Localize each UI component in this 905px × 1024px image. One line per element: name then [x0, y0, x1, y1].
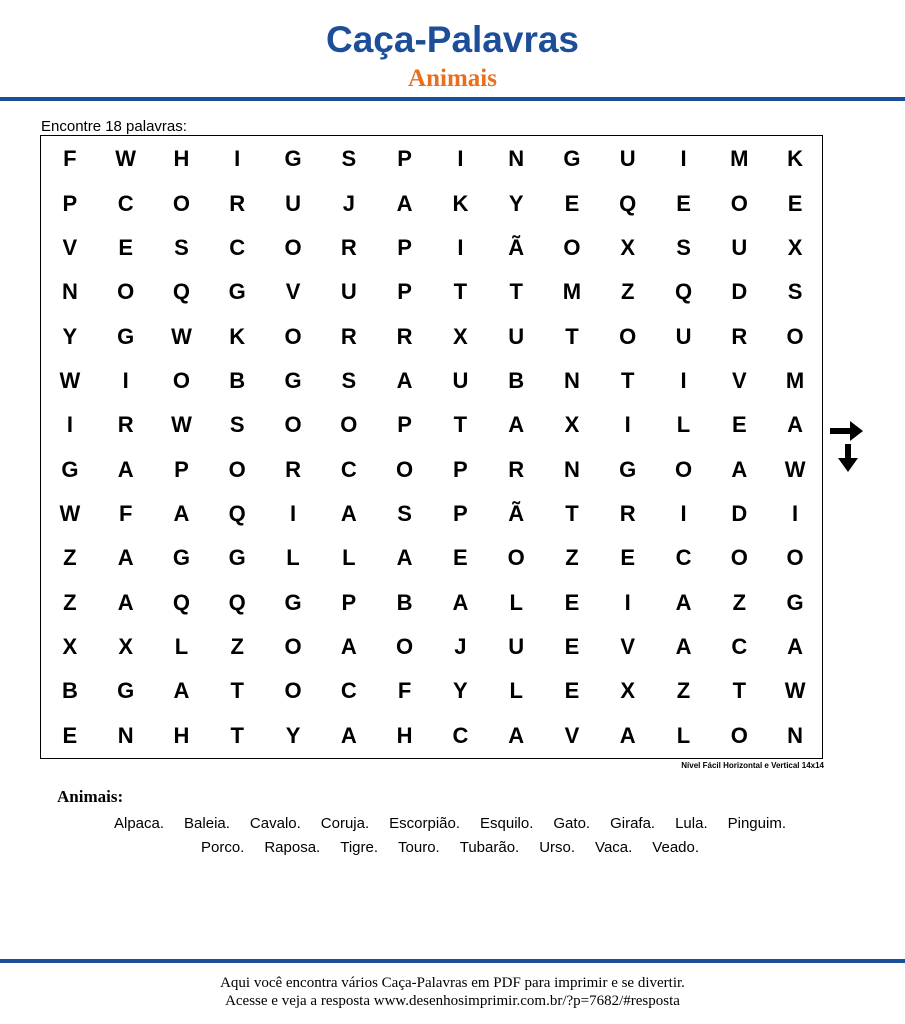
grid-cell[interactable]: O — [396, 634, 414, 660]
grid-cell[interactable]: Z — [565, 545, 579, 571]
grid-cell[interactable]: O — [284, 634, 302, 660]
grid-cell[interactable]: I — [457, 234, 464, 260]
grid-cell[interactable]: V — [620, 634, 636, 660]
grid-cell[interactable]: R — [396, 323, 413, 349]
grid-cell[interactable]: Z — [676, 678, 691, 704]
grid-cell[interactable]: O — [172, 367, 191, 393]
footer-line-2: Acesse e veja a resposta www.desenhosimprimir.com.br/?p=7682/#resposta — [225, 993, 680, 1009]
grid-cell[interactable]: T — [230, 678, 244, 704]
grid-cell[interactable]: Y — [453, 678, 468, 704]
grid-cell[interactable]: O — [563, 234, 581, 260]
grid-cell[interactable]: B — [229, 367, 246, 393]
grid-cell[interactable]: P — [453, 501, 468, 527]
word-item: Tubarão. — [459, 839, 520, 856]
grid-cell[interactable]: N — [508, 146, 525, 172]
grid-cell[interactable]: G — [61, 456, 79, 482]
grid-cell[interactable]: R — [340, 234, 357, 260]
grid-cell[interactable]: N — [564, 367, 580, 393]
grid-cell[interactable]: Q — [172, 279, 191, 305]
grid-cell[interactable]: V — [285, 279, 301, 305]
grid-cell[interactable]: G — [117, 678, 135, 704]
grid-cell[interactable]: I — [680, 146, 687, 172]
grid-cell[interactable]: I — [122, 367, 129, 393]
grid-cell[interactable]: G — [228, 279, 246, 305]
grid-cell[interactable]: E — [564, 589, 580, 615]
grid-cell[interactable]: O — [117, 279, 135, 305]
grid-cell[interactable]: I — [624, 412, 631, 438]
grid-cell[interactable]: M — [562, 279, 582, 305]
word-item: Alpaca. — [114, 815, 165, 832]
grid-cell[interactable]: R — [508, 456, 525, 482]
footer-line-1: Aqui você encontra vários Caça-Palavras em PDF para imprimir e se divertir. — [220, 975, 685, 991]
grid-cell[interactable]: O — [284, 234, 302, 260]
grid-cell[interactable]: X — [787, 234, 803, 260]
letter-grid — [42, 137, 823, 758]
grid-cell[interactable]: A — [508, 412, 525, 438]
grid-cell[interactable]: W — [59, 367, 81, 393]
word-item: Porco. — [200, 839, 245, 856]
grid-cell[interactable]: F — [63, 146, 77, 172]
grid-cell[interactable]: R — [619, 501, 636, 527]
grid-cell[interactable]: Q — [228, 501, 246, 527]
grid-cell[interactable]: E — [787, 190, 803, 216]
grid-cell[interactable]: A — [675, 634, 692, 660]
grid-cell[interactable]: O — [730, 722, 748, 748]
grid-cell[interactable]: L — [676, 412, 691, 438]
grid-cell[interactable]: X — [453, 323, 468, 349]
grid-cell[interactable]: D — [731, 279, 748, 305]
grid-cell[interactable]: R — [117, 412, 134, 438]
grid-cell[interactable]: U — [675, 323, 692, 349]
grid-cell[interactable]: O — [786, 545, 804, 571]
grid-cell[interactable]: A — [340, 634, 357, 660]
grid-cell[interactable]: I — [289, 501, 297, 527]
grid-cell[interactable]: W — [784, 456, 806, 482]
word-list — [40, 814, 860, 858]
grid-cell[interactable]: H — [396, 722, 413, 748]
grid-cell[interactable]: X — [564, 412, 580, 438]
grid-cell[interactable]: H — [173, 722, 190, 748]
grid-cell[interactable]: S — [397, 501, 412, 527]
grid-cell[interactable]: C — [731, 634, 748, 660]
grid-cell[interactable]: P — [62, 190, 78, 216]
grid-cell[interactable]: A — [396, 545, 413, 571]
grid-cell[interactable]: A — [396, 367, 413, 393]
grid-cell[interactable]: O — [619, 323, 637, 349]
grid-cell[interactable]: N — [564, 456, 580, 482]
grid-cell[interactable]: P — [397, 234, 412, 260]
grid-cell[interactable]: S — [229, 412, 245, 438]
page-subtitle: Animais — [408, 65, 497, 92]
grid-cell[interactable]: W — [115, 146, 137, 172]
grid-cell[interactable]: Q — [172, 589, 191, 615]
grid-cell[interactable]: T — [565, 323, 579, 349]
grid-cell[interactable]: R — [285, 456, 301, 482]
grid-cell[interactable]: I — [680, 501, 687, 527]
grid-cell[interactable]: K — [229, 323, 246, 349]
word-item: Cavalo. — [249, 815, 301, 832]
grid-cell[interactable]: P — [453, 456, 468, 482]
grid-cell[interactable]: A — [787, 634, 804, 660]
grid-cell[interactable]: P — [397, 412, 412, 438]
grid-cell[interactable]: Y — [285, 722, 301, 748]
grid-cell[interactable]: N — [61, 279, 78, 305]
footer-divider — [0, 959, 905, 963]
grid-cell[interactable]: Z — [621, 279, 635, 305]
grid-cell[interactable]: A — [619, 722, 636, 748]
word-list-row — [40, 838, 860, 858]
grid-cell[interactable]: G — [284, 146, 302, 172]
grid-cell[interactable]: R — [340, 323, 357, 349]
grid-cell[interactable]: A — [117, 545, 134, 571]
grid-cell[interactable]: G — [619, 456, 637, 482]
grid-cell[interactable]: E — [62, 722, 78, 748]
grid-cell[interactable]: E — [620, 545, 636, 571]
grid-cell[interactable]: A — [787, 412, 804, 438]
difficulty-label: Nível Fácil Horizontal e Vertical 14x14 — [681, 761, 824, 770]
grid-cell[interactable]: I — [792, 501, 799, 527]
grid-cell[interactable]: O — [507, 545, 525, 571]
grid-cell[interactable]: P — [397, 279, 412, 305]
grid-cell[interactable]: B — [61, 678, 78, 704]
grid-cell[interactable]: Z — [732, 589, 747, 615]
grid-cell[interactable]: V — [62, 234, 78, 260]
word-item: Raposa. — [264, 839, 321, 856]
grid-cell[interactable]: M — [730, 146, 749, 172]
grid-cell[interactable]: Ã — [508, 234, 525, 260]
grid-cell[interactable]: I — [66, 412, 73, 438]
grid-cell[interactable]: Z — [63, 589, 77, 615]
grid-cell[interactable]: C — [229, 234, 246, 260]
grid-cell[interactable]: Z — [230, 634, 244, 660]
grid-cell[interactable]: T — [453, 279, 468, 305]
grid-cell[interactable]: O — [340, 412, 358, 438]
puzzle-board — [40, 135, 823, 759]
grid-cell[interactable]: G — [172, 545, 191, 571]
grid-cell[interactable]: A — [117, 589, 134, 615]
grid-cell[interactable]: G — [117, 323, 135, 349]
grid-cell[interactable]: I — [234, 146, 241, 172]
grid-cell[interactable]: U — [452, 367, 469, 393]
grid-cell[interactable]: C — [452, 722, 469, 748]
grid-cell[interactable]: L — [676, 722, 691, 748]
grid-cell[interactable]: O — [284, 323, 302, 349]
grid-cell[interactable]: G — [284, 589, 302, 615]
grid-cell[interactable]: T — [509, 279, 523, 305]
grid-cell[interactable]: W — [171, 412, 192, 438]
grid-cell[interactable]: X — [62, 634, 78, 660]
grid-cell[interactable]: U — [619, 146, 636, 172]
grid-cell[interactable]: G — [563, 146, 581, 172]
grid-cell[interactable]: P — [341, 589, 357, 615]
grid-cell[interactable]: V — [731, 367, 747, 393]
grid-cell[interactable]: A — [396, 190, 413, 216]
grid-cell[interactable]: T — [230, 722, 244, 748]
down-arrow-icon — [830, 444, 864, 474]
grid-cell[interactable]: S — [341, 367, 357, 393]
grid-cell[interactable]: A — [117, 456, 134, 482]
grid-cell[interactable]: U — [508, 634, 525, 660]
word-item: Vaca. — [595, 839, 633, 856]
grid-cell[interactable]: O — [786, 323, 804, 349]
grid-cell[interactable]: I — [457, 146, 464, 172]
grid-cell[interactable]: T — [453, 412, 468, 438]
word-item: Coruja. — [320, 815, 370, 832]
grid-cell[interactable]: I — [680, 367, 687, 393]
grid-cell[interactable]: E — [564, 678, 580, 704]
grid-cell[interactable]: B — [508, 367, 525, 393]
grid-cell[interactable]: W — [171, 323, 192, 349]
grid-cell[interactable]: R — [731, 323, 748, 349]
grid-cell[interactable]: L — [174, 634, 189, 660]
grid-cell[interactable]: Q — [619, 190, 637, 216]
grid-cell[interactable]: L — [342, 545, 356, 571]
word-list-row — [40, 814, 860, 834]
grid-cell[interactable]: T — [565, 501, 579, 527]
grid-cell[interactable]: O — [228, 456, 246, 482]
grid-cell[interactable]: X — [620, 234, 636, 260]
word-item: Urso. — [539, 839, 576, 856]
grid-cell[interactable]: E — [731, 412, 747, 438]
grid-cell[interactable]: O — [674, 456, 693, 482]
grid-cell[interactable]: A — [731, 456, 748, 482]
grid-cell[interactable]: D — [731, 501, 748, 527]
grid-cell[interactable]: J — [342, 190, 355, 216]
footer — [0, 974, 905, 1010]
direction-legend — [830, 420, 866, 476]
grid-cell[interactable]: J — [454, 634, 467, 660]
word-item: Touro. — [398, 839, 440, 856]
word-item: Lula. — [675, 815, 708, 832]
grid-cell[interactable]: U — [731, 234, 748, 260]
grid-cell[interactable]: G — [228, 545, 246, 571]
word-list-title: Animais: — [57, 787, 124, 806]
grid-cell[interactable]: U — [285, 190, 301, 216]
grid-cell[interactable]: W — [784, 678, 806, 704]
grid-cell[interactable]: F — [118, 501, 133, 527]
word-item: Pinguim. — [727, 815, 786, 832]
grid-cell[interactable]: C — [340, 678, 357, 704]
word-item: Veado. — [652, 839, 700, 856]
grid-cell[interactable]: S — [676, 234, 691, 260]
grid-cell[interactable]: O — [396, 456, 414, 482]
grid-cell[interactable]: C — [675, 545, 692, 571]
grid-cell[interactable]: H — [173, 146, 190, 172]
grid-cell[interactable]: L — [286, 545, 300, 571]
grid-cell[interactable]: E — [118, 234, 134, 260]
grid-cell[interactable]: X — [620, 678, 636, 704]
word-item: Escorpião. — [389, 815, 461, 832]
grid-cell[interactable]: U — [340, 279, 357, 305]
grid-cell[interactable]: K — [787, 146, 804, 172]
grid-cell[interactable]: M — [785, 367, 805, 393]
grid-cell[interactable]: A — [340, 501, 357, 527]
grid-cell[interactable]: Y — [62, 323, 78, 349]
grid-cell[interactable]: K — [452, 190, 469, 216]
grid-cell[interactable]: P — [174, 456, 189, 482]
grid-cell[interactable]: G — [284, 367, 302, 393]
grid-cell[interactable]: R — [229, 190, 246, 216]
grid-cell[interactable]: C — [340, 456, 357, 482]
grid-cell[interactable]: T — [621, 367, 635, 393]
grid-cell[interactable]: Y — [508, 190, 524, 216]
grid-cell[interactable]: Q — [674, 279, 693, 305]
right-arrow-icon — [830, 420, 864, 442]
grid-cell[interactable]: Ã — [508, 501, 525, 527]
grid-cell[interactable]: V — [564, 722, 580, 748]
grid-cell[interactable]: X — [118, 634, 134, 660]
grid-cell[interactable]: A — [675, 589, 692, 615]
grid-cell[interactable]: O — [172, 190, 191, 216]
grid-cell[interactable]: T — [732, 678, 747, 704]
grid-cell[interactable]: E — [676, 190, 691, 216]
grid-cell[interactable]: C — [117, 190, 134, 216]
grid-cell[interactable]: F — [397, 678, 412, 704]
grid-cell[interactable]: L — [509, 589, 523, 615]
grid-cell[interactable]: S — [341, 146, 357, 172]
grid-cell[interactable]: Z — [63, 545, 77, 571]
grid-cell[interactable]: A — [173, 678, 190, 704]
grid-cell[interactable]: Q — [228, 589, 246, 615]
grid-cell[interactable]: A — [340, 722, 357, 748]
grid-cell[interactable]: A — [173, 501, 190, 527]
grid-cell[interactable]: G — [786, 589, 804, 615]
grid-cell[interactable]: P — [397, 146, 412, 172]
word-item: Girafa. — [610, 815, 656, 832]
header-divider — [0, 97, 905, 101]
grid-cell[interactable]: W — [59, 501, 81, 527]
grid-cell[interactable]: U — [508, 323, 525, 349]
grid-cell[interactable]: E — [453, 545, 468, 571]
grid-cell[interactable]: N — [117, 722, 134, 748]
grid-cell[interactable]: E — [564, 634, 580, 660]
instruction-text: Encontre 18 palavras: — [41, 118, 187, 135]
grid-cell[interactable]: A — [508, 722, 525, 748]
grid-cell[interactable]: S — [787, 279, 803, 305]
grid-cell[interactable]: O — [284, 678, 302, 704]
grid-cell[interactable]: O — [730, 190, 748, 216]
grid-cell[interactable]: O — [730, 545, 748, 571]
grid-cell[interactable]: O — [284, 412, 302, 438]
grid-cell[interactable]: L — [509, 678, 523, 704]
word-item: Gato. — [553, 815, 591, 832]
grid-cell[interactable]: S — [174, 234, 189, 260]
page-title: Caça-Palavras — [325, 19, 580, 60]
grid-cell[interactable]: B — [396, 589, 413, 615]
grid-cell[interactable]: N — [787, 722, 804, 748]
grid-cell[interactable]: E — [564, 190, 580, 216]
grid-cell[interactable]: I — [624, 589, 631, 615]
grid-cell[interactable]: A — [452, 589, 469, 615]
word-item: Tigre. — [340, 839, 379, 856]
word-item: Baleia. — [184, 815, 230, 832]
word-item: Esquilo. — [480, 815, 534, 832]
